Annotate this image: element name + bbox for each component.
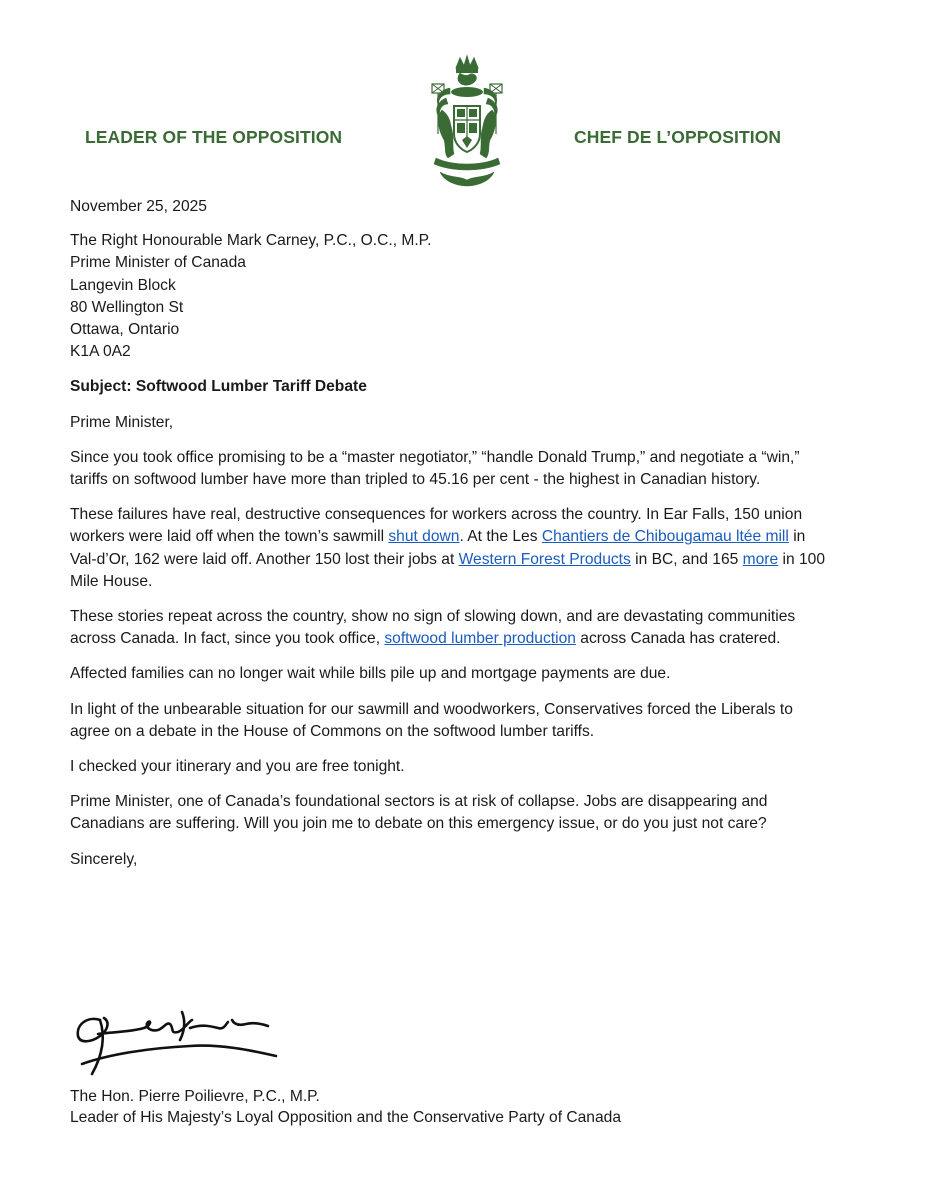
letterhead-title-french: CHEF DE L’OPPOSITION [574,127,782,147]
paragraph-2-text-1: These failures have real, destructive consequences for workers across the country. In Ear Falls, 150 union workers were laid off when the town’s sawmill [70,506,803,546]
paragraph-3-text-2: across Canada has cratered. [575,630,781,648]
link-shut-down[interactable]: shut down [388,528,460,546]
signer-name: The Hon. Pierre Poilievre, P.C., M.P. [70,1088,320,1105]
signature-image [70,998,290,1088]
letterhead [0,0,928,200]
link-western-forest-products[interactable]: Western Forest Products [458,550,631,568]
link-softwood-lumber-production[interactable]: softwood lumber production [384,630,576,648]
paragraph-7: Prime Minister, one of Canada’s foundational sectors is at risk of collapse. Jobs are disappearing and Canadians are suffering. Will you join me to debate on this emergency issue, or do you just not care? [70,793,768,833]
paragraph-2-text-2: . At the Les [459,528,542,546]
subject-line: Subject: Softwood Lumber Tariff Debate [70,378,367,396]
paragraph-2-text-5: in 100 Mile House. [70,550,825,590]
letter-date: November 25, 2025 [70,198,207,215]
signer-title: Leader of His Majesty’s Loyal Opposition and the Conservative Party of Canada [70,1109,621,1126]
paragraph-4: Affected families can no longer wait while bills pile up and mortgage payments are due. [70,665,671,683]
paragraph-3 [70,606,830,650]
coat-of-arms-icon [416,54,518,190]
recipient-building: Langevin Block [70,276,176,294]
paragraph-6: I checked your itinerary and you are free tonight. [70,758,405,776]
recipient-street: 80 Wellington St [70,298,184,316]
link-more[interactable]: more [742,550,779,568]
recipient-address [70,230,830,363]
recipient-postal-code: K1A 0A2 [70,343,131,361]
paragraph-2-text-3: in Val-d’Or, 162 were laid off. Another 150 lost their jobs at [70,528,806,568]
recipient-name: The Right Honourable Mark Carney, P.C., O.C., M.P. [70,232,432,250]
recipient-city: Ottawa, Ontario [70,321,180,339]
letterhead-title-english: LEADER OF THE OPPOSITION [85,127,343,147]
paragraph-2-text-4: in BC, and 165 [630,550,743,568]
paragraph-1: Since you took office promising to be a “master negotiator,” “handle Donald Trump,” and negotiate a “win,” tariffs on softwood lumber have more than tripled to 45.16 per cent - the highest in Canadian history. [70,448,800,489]
letter-body [70,196,830,871]
paragraph-3-text-1: These stories repeat across the country, show no sign of slowing down, and are devastating communities across Canada. In fact, since you took office, [70,608,796,648]
salutation: Prime Minister, [70,413,174,431]
paragraph-2 [70,504,830,593]
recipient-title: Prime Minister of Canada [70,254,246,272]
signer-block [70,1086,621,1128]
paragraph-5: In light of the unbearable situation for our sawmill and woodworkers, Conservatives forced the Liberals to agree on a debate in the House of Commons on the softwood lumber tariffs. [70,700,793,740]
closing: Sincerely, [70,850,138,868]
link-chantiers-de-chibougamau[interactable]: Chantiers de Chibougamau ltée mill [541,528,789,546]
